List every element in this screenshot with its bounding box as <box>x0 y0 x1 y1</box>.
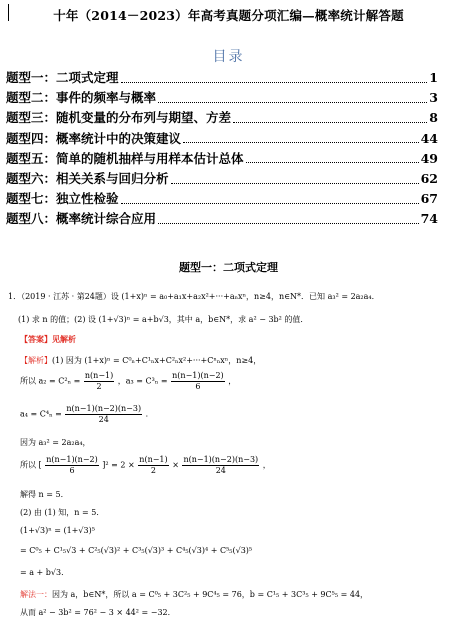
answer-tag: 【答案】见解析 <box>20 334 76 344</box>
toc-leader <box>121 82 428 83</box>
formula-text: × <box>172 460 179 470</box>
solution-line-10: = a + b√3． <box>20 568 70 577</box>
denominator: 24 <box>98 415 109 424</box>
formula-text: ， <box>228 376 237 386</box>
toc-leader <box>246 162 419 163</box>
toc-item-page: 8 <box>429 110 438 126</box>
fraction <box>45 455 99 476</box>
toc-item-label: 题型六：相关关系与回归分析 <box>6 170 169 186</box>
solution-text: 因为 a，b∈N*，所以 a = C⁰₅ + 3C²₅ + 9C⁴₅ = 76，b = C¹₅ + 3C³₅ + 9C⁵₅ = 44， <box>52 590 369 599</box>
toc-item-8[interactable] <box>6 209 438 229</box>
toc-item-5[interactable] <box>6 149 438 169</box>
toc-leader <box>183 142 419 143</box>
numerator: n(n−1)(n−2) <box>46 455 98 464</box>
toc-item-page: 1 <box>429 70 438 85</box>
solution-line-5 <box>20 455 271 476</box>
fraction <box>138 455 168 476</box>
denominator: 6 <box>69 466 75 475</box>
fraction <box>171 371 225 392</box>
denominator: 24 <box>215 466 226 475</box>
solution-tag: 【解析】 <box>20 356 52 365</box>
toc-item-page: 49 <box>420 150 438 166</box>
toc-item-7[interactable] <box>6 189 438 209</box>
numerator: n(n−1) <box>139 455 168 464</box>
formula-text: ]² = 2 × <box>102 460 135 470</box>
toc-leader <box>158 102 427 103</box>
numerator: n(n−1)(n−2) <box>172 371 224 380</box>
solution-line-2 <box>20 371 236 392</box>
toc-item-label: 题型一：二项式定理 <box>6 70 119 85</box>
solution-line-1 <box>20 356 261 366</box>
formula-text: a₄ = C⁴ₙ = <box>20 409 62 419</box>
toc-item-page: 44 <box>420 130 438 146</box>
toc-item-page: 74 <box>420 211 438 227</box>
table-of-contents <box>6 68 438 230</box>
toc-item-label: 题型七：独立性检验 <box>6 191 119 207</box>
solution-text: (1) 因为 (1+x)ⁿ = C⁰ₙ+C¹ₙx+C²ₙx²+···+Cⁿₙxⁿ，n≥4， <box>52 356 262 365</box>
problem-statement: 1．（2019 · 江苏 · 第24题）设 (1+x)ⁿ = a₀+a₁x+a₂x²+···+aₙxⁿ，n≥4，n∈N*．已知 a₃² = 2a₂a₄． <box>8 292 380 301</box>
formula-text: ， <box>262 460 271 470</box>
numerator: n(n−1)(n−2)(n−3) <box>183 455 259 464</box>
toc-item-label: 题型二：事件的频率与概率 <box>6 90 157 106</box>
solution-line-9: = C⁰₅ + C¹₅√3 + C²₅(√3)² + C³₅(√3)³ + C⁴₅(√3)⁴ + C⁵₅(√3)⁵ <box>20 546 253 555</box>
toc-item-3[interactable] <box>6 108 438 128</box>
toc-item-label: 题型五：简单的随机抽样与用样本估计总体 <box>6 150 244 166</box>
solution-line-8: (1+√3)ⁿ = (1+√3)⁵ <box>20 526 95 535</box>
solution-line-6: 解得 n = 5． <box>20 490 69 499</box>
toc-item-1[interactable] <box>6 68 438 88</box>
toc-item-page: 62 <box>420 170 438 186</box>
toc-leader <box>233 122 427 123</box>
toc-item-4[interactable] <box>6 129 438 149</box>
problem-questions: (1) 求 n 的值；(2) 设 (1+√3)ⁿ = a+b√3，其中 a，b∈N*，求 a² − 3b² 的值． <box>18 315 309 324</box>
solution-line-12: 从而 a² − 3b² = 76² − 3 × 44² = −32． <box>20 608 176 617</box>
toc-item-2[interactable] <box>6 88 438 108</box>
denominator: 6 <box>195 382 201 391</box>
method-tag: 解法一： <box>20 590 52 599</box>
denominator: 2 <box>96 382 102 391</box>
toc-item-label: 题型三：随机变量的分布列与期望、方差 <box>6 110 232 126</box>
fraction <box>84 371 114 392</box>
document-title: 十年（2014－2023）年高考真题分项汇编—概率统计解答题 <box>53 8 404 23</box>
toc-leader <box>171 183 419 184</box>
solution-line-11 <box>20 590 368 600</box>
solution-line-3 <box>20 404 154 425</box>
formula-text: 所以 [ <box>20 460 42 470</box>
toc-item-page: 67 <box>420 191 438 207</box>
solution-line-4: 因为 a₃² = 2a₂a₄， <box>20 438 91 447</box>
numerator: n(n−1)(n−2)(n−3) <box>66 404 142 413</box>
solution-line-7: (2) 由 (1) 知，n = 5． <box>20 508 105 517</box>
toc-item-label: 题型四：概率统计中的决策建议 <box>6 130 182 146</box>
fraction <box>182 455 259 476</box>
formula-text: ． <box>145 409 154 419</box>
toc-item-6[interactable] <box>6 169 438 189</box>
fraction <box>65 404 142 425</box>
formula-text: ，a₃ = C³ₙ = <box>117 376 168 386</box>
toc-leader <box>121 203 419 204</box>
section-title: 题型一：二项式定理 <box>179 261 278 274</box>
numerator: n(n−1) <box>84 371 114 380</box>
toc-leader <box>158 223 419 224</box>
toc-item-page: 3 <box>429 90 438 106</box>
formula-text: 所以 a₂ = C²ₙ = <box>20 376 81 386</box>
toc-heading: 目录 <box>212 49 245 65</box>
denominator: 2 <box>150 466 157 475</box>
toc-item-label: 题型八：概率统计综合应用 <box>6 211 157 227</box>
